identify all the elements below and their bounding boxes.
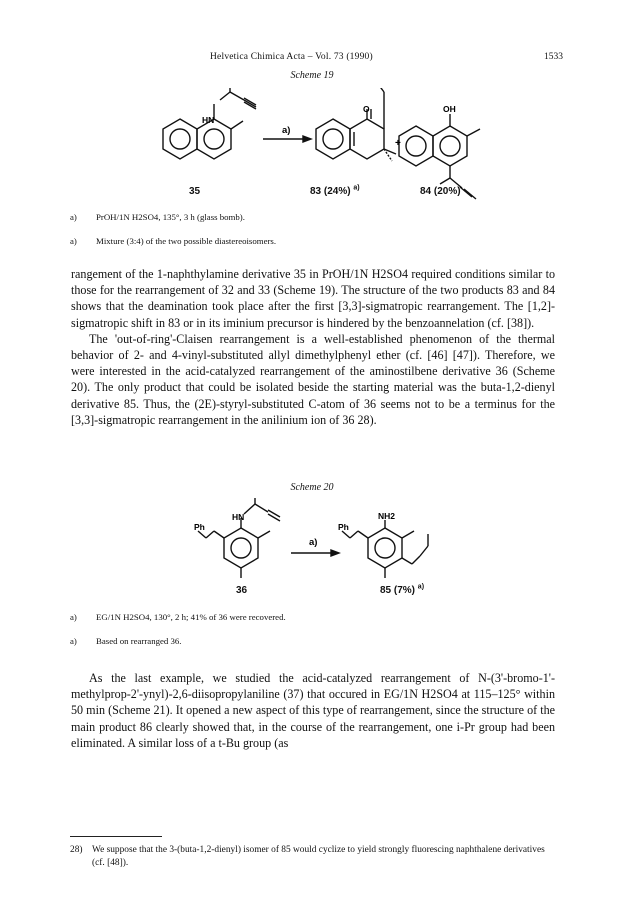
- scheme-20-note-star: [70, 636, 182, 646]
- compound-83-note-ref: a): [353, 184, 360, 192]
- note-text: Based on rearranged 36.: [96, 636, 182, 646]
- scheme-19-title: Scheme 19: [290, 70, 334, 81]
- scheme-19-arrow-label: a): [282, 125, 291, 136]
- compound-label-36: 36: [236, 585, 248, 596]
- hn-label-36: HN: [232, 512, 245, 522]
- compound-85-yield: 85 (7%): [380, 585, 416, 596]
- note-tag: a): [70, 212, 77, 222]
- note-text: PrOH/1N H2SO4, 135°, 3 h (glass bomb).: [96, 212, 245, 222]
- note-tag: a): [70, 612, 77, 622]
- compound-83-yield: 83 (24%): [310, 186, 351, 197]
- scheme-20-arrow-label: a): [309, 537, 318, 548]
- compound-label-84: 84 (20%): [420, 186, 461, 197]
- body-text-upper: [71, 266, 555, 428]
- page-number: 1533: [544, 52, 563, 62]
- nh2-label-85: NH2: [378, 511, 396, 521]
- note-text: Mixture (3:4) of the two possible diastereoisomers.: [96, 236, 277, 246]
- structure-36: [198, 498, 280, 578]
- oh-label-84: OH: [443, 104, 456, 114]
- hn-label-35: HN: [202, 115, 215, 125]
- o-label-83: O: [363, 104, 370, 114]
- scheme-20-note-a: [70, 612, 286, 622]
- ph-label-85: Ph: [338, 522, 349, 532]
- ph-label-36: Ph: [194, 522, 205, 532]
- note-tag: a): [70, 636, 77, 646]
- footnote-rule: [70, 836, 162, 837]
- paragraph-1: rangement of the 1-naphthylamine derivative 35 in PrOH/1N H2SO4 required conditions similar to those for the rearrangement of 32 and 33 (Scheme 19). The structure of the two products 83 and 84 shows that the deamination took place after the first [3,3]-sigmatropic rearrangement. The [1,2]-sigmatropic shift in 83 or in its iminium precursor is hindered by the benzoannelation (cf. [38]).: [71, 267, 555, 330]
- footnote-28: [70, 844, 556, 869]
- scheme-20-figure: [0, 498, 624, 582]
- scheme-19-note-a: [70, 212, 245, 222]
- footnote-number: 28): [70, 845, 83, 855]
- compound-85-note-ref: a): [417, 583, 425, 591]
- scheme-19-note-star: [70, 236, 276, 246]
- paragraph-2: The 'out-of-ring'-Claisen rearrangement is a well-established phenomenon of the thermal behavior of 2- and 4-vinyl-substituted allyl dimethylphenyl ether (cf. [46] [47]). Therefore, we were interested in the acid-catalyzed rearrangement of the aminostilbene derivative 36 (Scheme 20). The only product that could be isolated beside the starting material was the buta-1,2-dienyl derivative 85. Thus, the (2E)-styryl-substituted C-atom of 36 seems not to be a terminus for the [3,3]-sigmatropic rearrangement in the anilinium ion of 36 28).: [71, 331, 555, 427]
- body-text-lower: [71, 670, 555, 751]
- structure-83: [316, 88, 396, 161]
- note-tag: a): [70, 236, 77, 246]
- compound-label-83: [310, 186, 360, 197]
- footnote-text: We suppose that the 3-(buta-1,2-dienyl) isomer of 85 would cyclize to yield strongly fluorescing naphthalene derivatives (cf. [48]).: [92, 845, 545, 868]
- compound-label-85: [380, 585, 424, 596]
- plus-sign: +: [395, 138, 401, 149]
- structure-85: [342, 520, 428, 578]
- journal-title: Helvetica Chimica Acta – Vol. 73 (1990): [210, 52, 373, 62]
- compound-label-35: 35: [189, 186, 201, 197]
- paragraph-3: As the last example, we studied the acid-catalyzed rearrangement of N-(3'-bromo-1'-methylprop-2'-ynyl)-2,6-diisopropylaniline (37) that occured in EG/1N H2SO4 at 115–125° within 50 min (Scheme 21). It opened a new aspect of this type of rearrangement, since the structure of the main product 86 clearly showed that, in the course of the rearrangement, one i-Pr group had been eliminated. A similar loss of a t-Bu group (as: [71, 671, 555, 750]
- note-text: EG/1N H2SO4, 130°, 2 h; 41% of 36 were recovered.: [96, 612, 286, 622]
- scheme-20-title: Scheme 20: [290, 482, 334, 493]
